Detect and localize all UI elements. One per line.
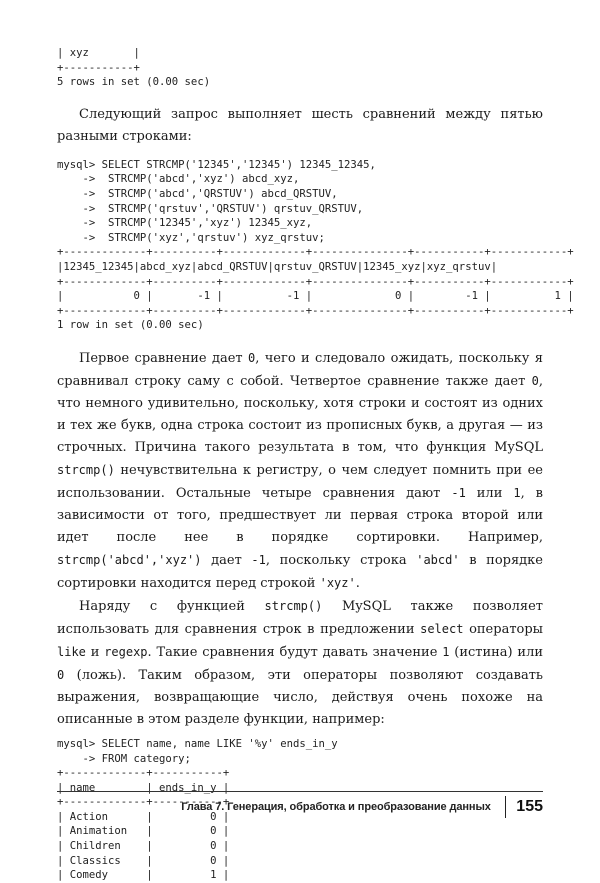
- inline-code: strcmp('abcd','xyz'): [57, 552, 202, 567]
- code-block-strcmp: mysql> SELECT STRCMP('12345','12345') 12345_12345, -> STRCMP('abcd','xyz') abcd_xyz, -> STRCMP('abcd','QRSTUV') abcd_QRSTUV, -> STRCMP('qrstuv','QRSTUV') qrstuv_QRSTUV, -> STRCMP('12345','xyz') 12345_xyz, -> STRCMP('xyz','qrstuv') xyz_qrstuv; +-------------+----------+-------------+---------------+-----------+------------+ |12345_12345|abcd_xyz|abcd_QRSTUV|qrstuv_QRSTUV|12345_xyz|xyz_qrstuv| +-------------+----------+-------------+---------------+-----------+------------+ | 0 | -1 | -1 | 0 | -1 | 1 | +-------------+----------+-------------+---------------+-----------+------------+ 1 row in set (0.00 sec): [57, 158, 574, 332]
- code-block-like: mysql> SELECT name, name LIKE '%y' ends_in_y -> FROM category; +-------------+-----------+ | name | ends_in_y | +-------------+-----------+ | Action | 0 | | Animation | 0 | | Children | 0 | | Classics | 0 | | Comedy | 1 |: [57, 737, 338, 882]
- text-run: , поскольку строка: [265, 552, 417, 568]
- paragraph-strcmp-explanation: [57, 347, 543, 595]
- inline-code: strcmp(): [264, 598, 323, 613]
- text-run: в порядке сортировки находится перед строкой: [57, 552, 543, 591]
- paragraph-intro: Следующий запрос выполняет шесть сравнений между пятью разными строками:: [57, 106, 543, 144]
- inline-code: strcmp(): [57, 462, 115, 477]
- text-run: .: [355, 575, 360, 591]
- inline-code: -1: [251, 552, 266, 567]
- inline-code: 'abcd': [416, 552, 460, 567]
- text-run: , что немного удивительно, поскольку, хотя строки и состоят из одних и тех же букв, одна строка состоит из прописных букв, а другая — из строчных. Причина такого результата в том, что функция MySQL: [57, 373, 543, 455]
- code-block-top: | xyz | +-----------+ 5 rows in set (0.00 sec): [57, 47, 211, 89]
- inline-code: 0: [57, 667, 65, 682]
- inline-code: 0: [247, 350, 256, 365]
- text-run: и: [85, 644, 105, 660]
- text-run: дает: [201, 552, 252, 568]
- inline-code: 'xyz': [319, 575, 356, 590]
- inline-code: -1: [451, 485, 466, 500]
- text-run: . Такие сравнения будут давать значение: [147, 644, 443, 660]
- page-number: 155: [516, 798, 543, 815]
- text-run: , в зависимости от того, предшествует ли первая строка второй или идет после нее в порядке сортировки. Например,: [57, 485, 544, 545]
- text-run: операторы: [463, 621, 544, 637]
- text-run: Наряду с функцией: [79, 598, 265, 614]
- inline-code: 1: [513, 485, 521, 500]
- text-run: , чего и следовало ожидать, поскольку я сравнивал строку саму с собой. Четвертое сравнение также дает: [57, 350, 543, 389]
- text-run: или: [465, 485, 514, 501]
- text-run: (истина) или: [449, 644, 543, 660]
- page-body: [57, 46, 574, 883]
- inline-code: 0: [531, 373, 539, 388]
- page-footer: [57, 791, 543, 815]
- inline-code: select: [420, 621, 464, 636]
- inline-code: like: [57, 644, 86, 659]
- footer-content: [181, 796, 543, 818]
- chapter-title: Глава 7. Генерация, обработка и преобразование данных: [181, 801, 491, 813]
- text-run: MySQL также позволяет использовать для сравнения строк в предложении: [57, 598, 543, 637]
- paragraph-like-regexp: [57, 595, 543, 731]
- inline-code: 1: [442, 644, 450, 659]
- footer-divider: [505, 796, 507, 818]
- text-run: Первое сравнение дает: [79, 350, 248, 366]
- text-run: (ложь). Таким образом, эти операторы позволяют создавать выражения, возвращающие число, действуя очень похоже на описанные в этом разделе функции, например:: [57, 667, 543, 727]
- text-run: нечувствительна к регистру, о чем следует помнить при ее использовании. Остальные четыре сравнения дают: [57, 462, 543, 501]
- inline-code: regexp: [104, 644, 148, 659]
